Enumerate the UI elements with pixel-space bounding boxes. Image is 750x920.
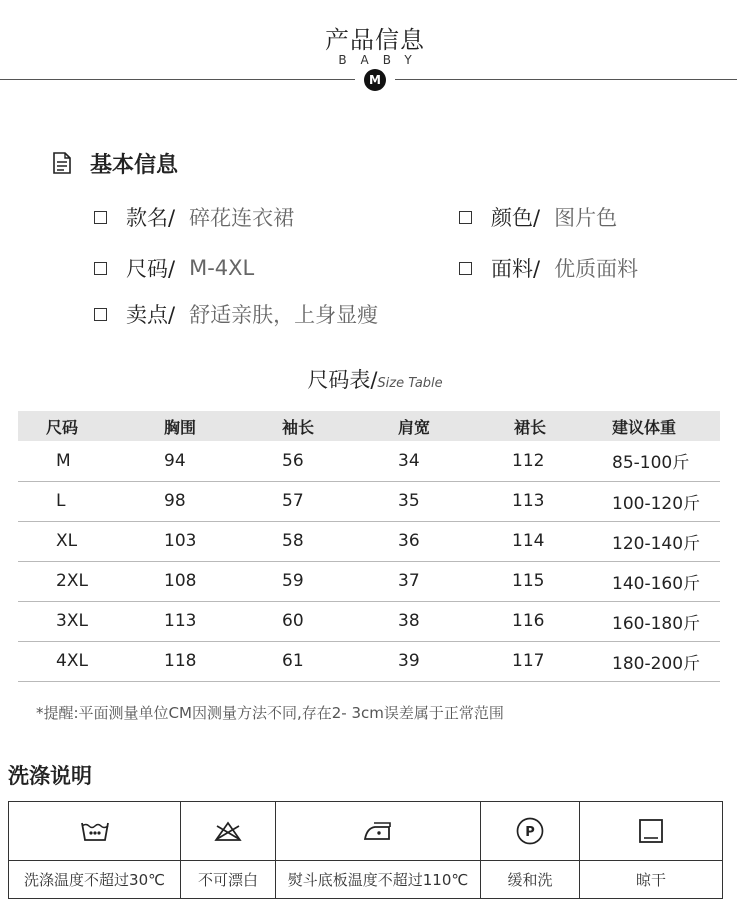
size-table [18, 411, 720, 682]
table-cell: 3XL [18, 601, 144, 641]
table-cell: 116 [492, 601, 612, 641]
info-item-style-name [94, 202, 294, 232]
washing-text: 熨斗底板温度不超过110℃ [287, 871, 469, 889]
info-label: 卖点/ [126, 303, 176, 327]
dry-clean-p-icon [515, 816, 545, 846]
dry-flat-icon [637, 817, 665, 845]
basic-info-title: 基本信息 [90, 153, 179, 178]
wash-30-icon [80, 819, 110, 843]
table-cell: 37 [378, 561, 492, 601]
table-cell: 56 [262, 441, 378, 481]
table-cell: 98 [144, 481, 262, 521]
washing-cell [580, 802, 722, 898]
checkbox-square-icon [459, 211, 472, 224]
table-cell: 100-120斤 [612, 481, 720, 521]
washing-text: 洗涤温度不超过30℃ [24, 871, 165, 889]
size-table-title-zh: 尺码表/ [307, 368, 378, 392]
washing-text: 缓和洗 [507, 871, 553, 889]
svg-text:P: P [525, 825, 535, 840]
table-cell: 61 [262, 641, 378, 681]
header-cell: 胸围 [144, 411, 262, 441]
table-cell: 117 [492, 641, 612, 681]
table-cell: 103 [144, 521, 262, 561]
info-label: 尺码/ [126, 257, 176, 281]
page-title: 产品信息 [325, 26, 425, 54]
washing-cell [276, 802, 481, 898]
table-row [18, 441, 720, 481]
table-cell: 60 [262, 601, 378, 641]
table-cell: 36 [378, 521, 492, 561]
info-item-fabric [459, 253, 638, 283]
info-value: 碎花连衣裙 [189, 206, 295, 230]
info-label: 面料/ [491, 257, 541, 281]
table-row [18, 641, 720, 681]
table-cell: 140-160斤 [612, 561, 720, 601]
table-cell: 180-200斤 [612, 641, 720, 681]
table-cell: XL [18, 521, 144, 561]
washing-grid [8, 801, 723, 899]
table-row [18, 521, 720, 561]
info-label: 颜色/ [491, 206, 541, 230]
table-row [18, 561, 720, 601]
table-cell: 114 [492, 521, 612, 561]
washing-cell [481, 802, 580, 898]
table-row [18, 601, 720, 641]
washing-cell [181, 802, 276, 898]
info-value: 图片色 [554, 206, 618, 230]
table-cell: 35 [378, 481, 492, 521]
no-bleach-icon [213, 820, 243, 842]
table-cell: 113 [144, 601, 262, 641]
document-icon [52, 152, 72, 174]
header-cell: 袖长 [262, 411, 378, 441]
table-row [18, 481, 720, 521]
table-cell: 58 [262, 521, 378, 561]
washing-cell [9, 802, 181, 898]
table-cell: 112 [492, 441, 612, 481]
info-item-size [94, 253, 254, 283]
info-item-color [459, 202, 617, 232]
table-cell: 39 [378, 641, 492, 681]
page-subtitle: BABY [338, 53, 426, 67]
info-value: 舒适亲肤，上身显瘦 [189, 303, 379, 327]
table-cell: 38 [378, 601, 492, 641]
table-cell: M [18, 441, 144, 481]
checkbox-square-icon [94, 211, 107, 224]
table-cell: 34 [378, 441, 492, 481]
info-label: 款名/ [126, 206, 176, 230]
washing-text: 晾干 [635, 871, 666, 889]
header-divider-left [0, 79, 355, 80]
table-cell: 85-100斤 [612, 441, 720, 481]
table-cell: 94 [144, 441, 262, 481]
table-cell: 4XL [18, 641, 144, 681]
table-cell: 160-180斤 [612, 601, 720, 641]
table-cell: 115 [492, 561, 612, 601]
checkbox-square-icon [459, 262, 472, 275]
washing-text: 不可漂白 [197, 871, 258, 889]
checkbox-square-icon [94, 308, 107, 321]
table-cell: 2XL [18, 561, 144, 601]
info-value: M-4XL [189, 256, 255, 280]
size-table-title-en: Size Table [377, 376, 443, 391]
table-cell: 108 [144, 561, 262, 601]
brand-badge: M [364, 69, 386, 91]
size-table-header-row [18, 411, 720, 441]
measurement-note: *提醒:平面测量单位CM因测量方法不同,存在2- 3cm误差属于正常范围 [36, 704, 504, 722]
table-cell: 120-140斤 [612, 521, 720, 561]
size-table-title [0, 364, 750, 394]
washing-title: 洗涤说明 [8, 764, 92, 788]
table-cell: 57 [262, 481, 378, 521]
table-cell: 59 [262, 561, 378, 601]
checkbox-square-icon [94, 262, 107, 275]
header-cell: 建议体重 [612, 411, 720, 441]
info-value: 优质面料 [554, 257, 639, 281]
iron-icon [362, 819, 394, 843]
info-item-selling-point [94, 299, 378, 329]
header-cell: 裙长 [492, 411, 612, 441]
header-divider-right [395, 79, 737, 80]
table-cell: 113 [492, 481, 612, 521]
header-cell: 肩宽 [378, 411, 492, 441]
header-cell: 尺码 [18, 411, 144, 441]
table-cell: L [18, 481, 144, 521]
table-cell: 118 [144, 641, 262, 681]
